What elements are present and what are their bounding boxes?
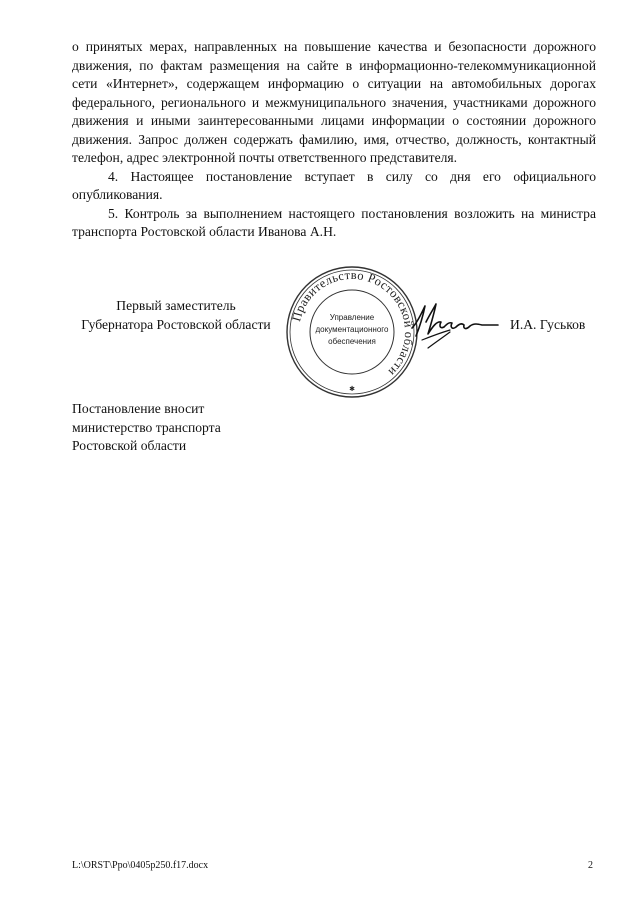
page-number: 2: [588, 860, 593, 871]
paragraph-continued: о принятых мерах, направленных на повышение качества и безопасности дорожного движения, по фактам размещения на сайте в информационно-телекоммуникационной сети «Интернет», содержащем информацию о ситуации на автомобильных дорогах федерального, регионального и межмуниципального значения, участниками дорожного движения и иными заинтересованными лицами информации о состоянии дорожного движения. Запрос должен содержать фамилию, имя, отчество, должность, контактный телефон, адрес электронной почты ответственного представителя.: [72, 39, 596, 165]
stamp-center-line2: документационного: [315, 325, 389, 334]
signatory-title: [72, 297, 280, 334]
official-stamp: [284, 264, 420, 400]
stamp-center-line1: Управление: [329, 313, 375, 322]
signatory-title-line1: Первый заместитель: [116, 298, 236, 313]
body-text: [72, 38, 596, 242]
submitted-by-line1: Постановление вносит: [72, 401, 205, 416]
paragraph-item-5: 5. Контроль за выполнением настоящего постановления возложить на министра транспорта Ростовской области Иванова А.Н.: [72, 205, 596, 239]
signatory-name: И.А. Гуськов: [510, 317, 586, 332]
stamp-center-line3: обеспечения: [328, 337, 376, 346]
submitted-by-line3: Ростовской области: [72, 438, 187, 453]
footer-file-path: L:\ORST\Ppo\0405p250.f17.docx: [72, 860, 209, 871]
signatory-title-line2: Губернатора Ростовской области: [81, 316, 271, 332]
handwritten-signature: [406, 292, 506, 356]
submitted-by-block: [72, 400, 221, 456]
stamp-star-icon: ✱: [349, 385, 355, 393]
submitted-by-line2: министерство транспорта: [72, 419, 221, 435]
stamp-ring-text: Правительство Ростовской области: [289, 267, 417, 380]
paragraph-item-4: 4. Настоящее постановление вступает в силу со дня его официального опубликования.: [72, 168, 596, 202]
